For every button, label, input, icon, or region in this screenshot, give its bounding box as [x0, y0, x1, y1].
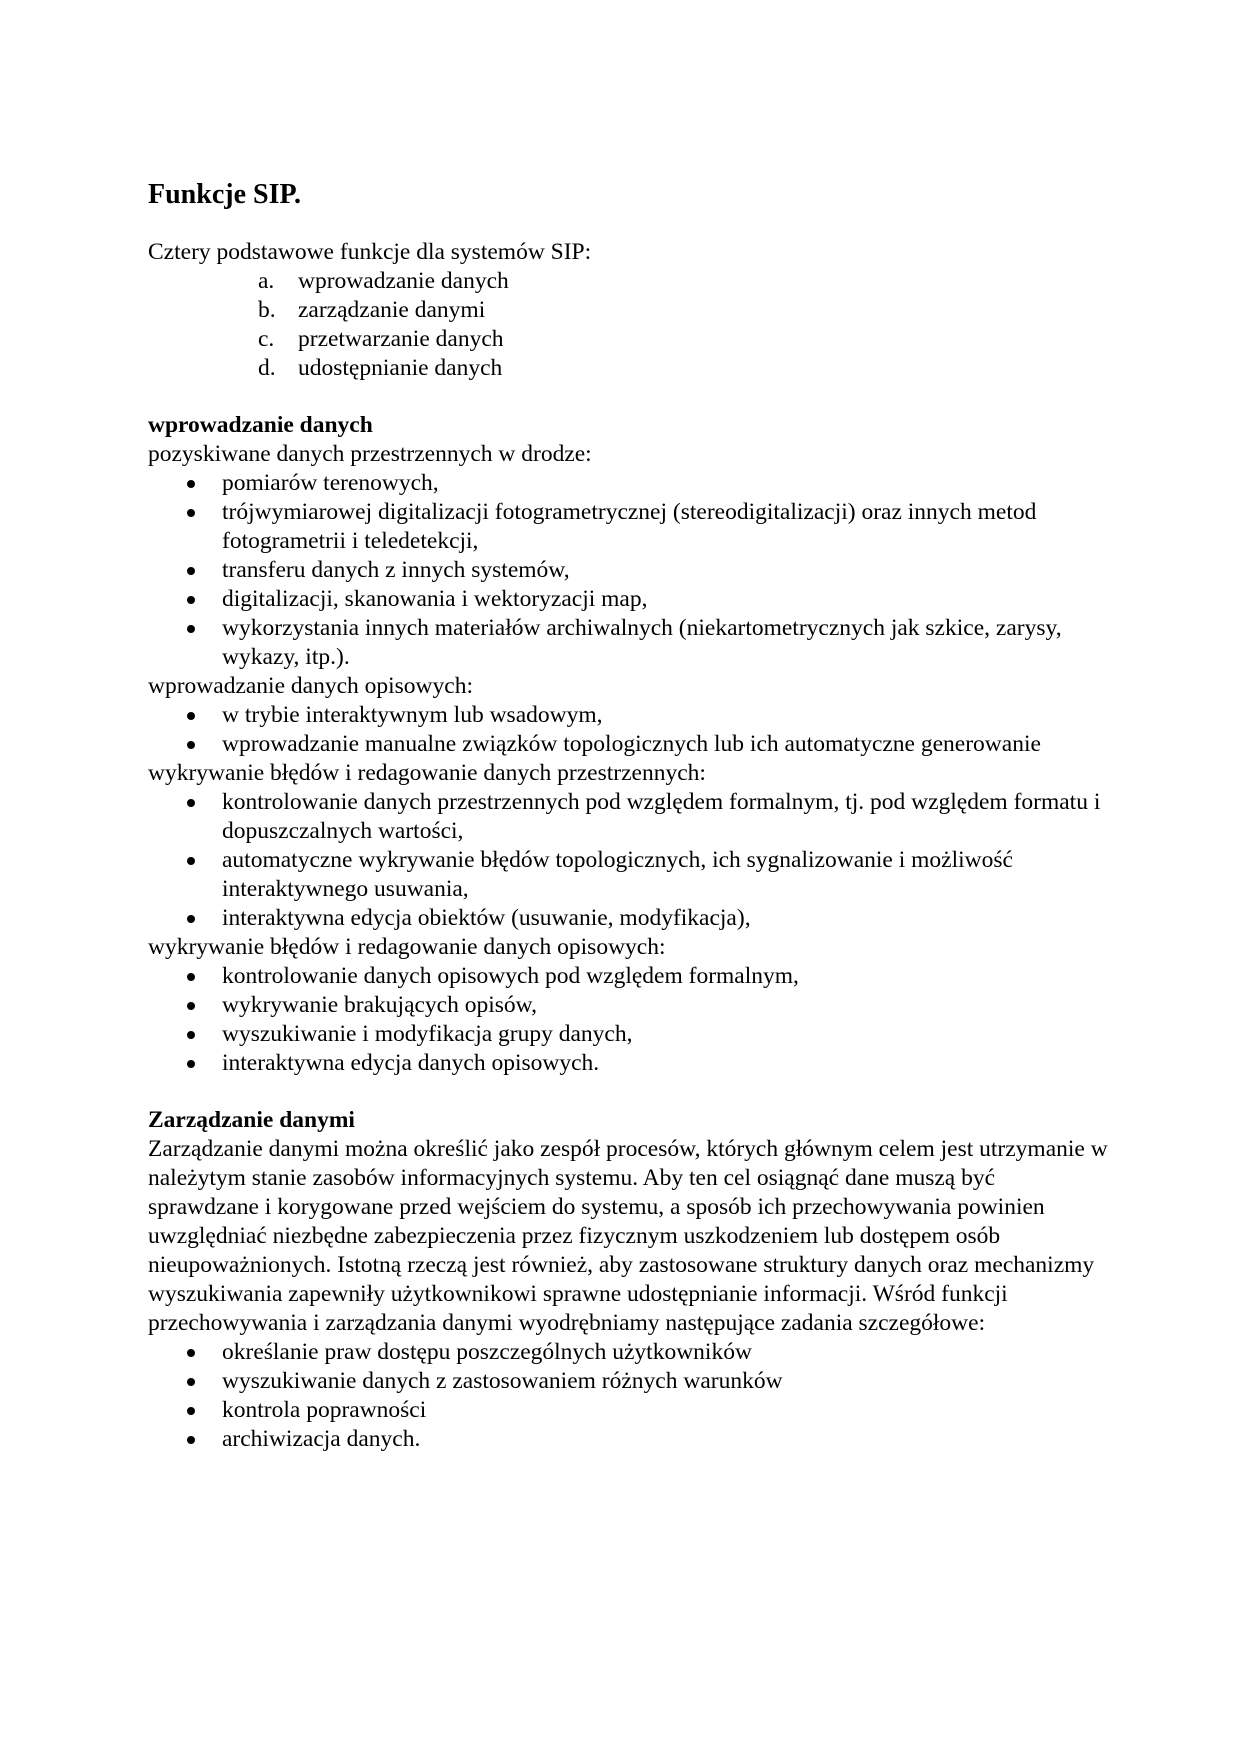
- section-heading-data-input: wprowadzanie danych: [148, 412, 373, 438]
- list-item-text: udostępnianie danych: [298, 355, 503, 381]
- section-heading-data-management: Zarządzanie danymi: [148, 1107, 355, 1133]
- list-item: [148, 1367, 1108, 1396]
- list-item-text: wyszukiwanie i modyfikacja grupy danych,: [222, 1021, 633, 1047]
- list-item: [148, 991, 1108, 1020]
- list-item: [148, 1338, 1108, 1367]
- bullet-list: [148, 1338, 1108, 1454]
- functions-list: [148, 267, 1108, 383]
- document-title: Funkcje SIP.: [148, 179, 302, 210]
- list-marker: d.: [258, 355, 276, 381]
- list-item-text: wykorzystania innych materiałów archiwalnych (niekartometrycznych jak szkice, zarysy, wykazy, itp.).: [222, 615, 1062, 670]
- list-item-text: wprowadzanie manualne związków topologicznych lub ich automatyczne generowanie: [222, 731, 1041, 757]
- list-item: [148, 354, 1108, 383]
- list-item-text: digitalizacji, skanowania i wektoryzacji map,: [222, 586, 648, 612]
- list-item: [148, 614, 1108, 672]
- list-item-text: przetwarzanie danych: [298, 326, 504, 352]
- group-label: wykrywanie błędów i redagowanie danych opisowych:: [148, 934, 666, 960]
- list-item-text: transferu danych z innych systemów,: [222, 557, 570, 583]
- list-item-text: w trybie interaktywnym lub wsadowym,: [222, 702, 603, 728]
- list-item: [148, 267, 1108, 296]
- bullet-icon: [187, 741, 195, 749]
- list-item: [148, 730, 1108, 759]
- bullet-list: [148, 701, 1108, 759]
- list-item: [148, 962, 1108, 991]
- list-item-text: wprowadzanie danych: [298, 268, 509, 294]
- bullet-icon: [187, 1060, 195, 1068]
- bullet-icon: [187, 480, 195, 488]
- list-item-text: pomiarów terenowych,: [222, 470, 439, 496]
- list-item: [148, 556, 1108, 585]
- list-item: [148, 1396, 1108, 1425]
- group-label: wprowadzanie danych opisowych:: [148, 673, 473, 699]
- bullet-icon: [187, 799, 195, 807]
- bullet-list: [148, 788, 1108, 933]
- group-label: wykrywanie błędów i redagowanie danych przestrzennych:: [148, 760, 706, 786]
- list-item: [148, 846, 1108, 904]
- bullet-icon: [187, 915, 195, 923]
- bullet-icon: [187, 1407, 195, 1415]
- list-item: [148, 1020, 1108, 1049]
- list-item: [148, 469, 1108, 498]
- bullet-icon: [187, 625, 195, 633]
- list-item-text: zarządzanie danymi: [298, 297, 486, 323]
- list-item: [148, 788, 1108, 846]
- bullet-icon: [187, 1002, 195, 1010]
- list-item: [148, 1425, 1108, 1454]
- list-item: [148, 325, 1108, 354]
- bullet-icon: [187, 1031, 195, 1039]
- list-item-text: interaktywna edycja obiektów (usuwanie, modyfikacja),: [222, 905, 751, 931]
- list-item: [148, 1049, 1108, 1078]
- list-item-text: archiwizacja danych.: [222, 1426, 421, 1452]
- list-item: [148, 904, 1108, 933]
- bullet-icon: [187, 712, 195, 720]
- list-item: [148, 498, 1108, 556]
- list-item-text: kontrolowanie danych przestrzennych pod względem formalnym, tj. pod względem formatu i dopuszczalnych wartości,: [222, 789, 1101, 844]
- body-paragraph: Zarządzanie danymi można określić jako zespół procesów, których głównym celem jest utrzymanie w należytym stanie zasobów informacyjnych systemu. Aby ten cel osiągnąć dane muszą być sprawdzane i korygowane przed wejściem do systemu, a sposób ich przechowywania powinien uwzględniać niezbędne zabezpieczenia przez fizycznym uszkodzeniem lub dostępem osób nieupoważnionych. Istotną rzeczą jest również, aby zastosowane struktury danych oraz mechanizmy wyszukiwania zapewniły użytkownikowi sprawne udostępnianie informacji. Wśród funkcji przechowywania i zarządzania danymi wyodrębniamy następujące zadania szczegółowe:: [148, 1136, 1108, 1336]
- list-item-text: określanie praw dostępu poszczególnych użytkowników: [222, 1339, 752, 1365]
- bullet-icon: [187, 1349, 195, 1357]
- list-item-text: interaktywna edycja danych opisowych.: [222, 1050, 600, 1076]
- list-item-text: wyszukiwanie danych z zastosowaniem różnych warunków: [222, 1368, 783, 1394]
- bullet-icon: [187, 973, 195, 981]
- list-item: [148, 585, 1108, 614]
- list-item-text: trójwymiarowej digitalizacji fotogrametrycznej (stereodigitalizacji) oraz innych metod fotogrametrii i teledetekcji,: [222, 499, 1037, 554]
- list-item-text: wykrywanie brakujących opisów,: [222, 992, 537, 1018]
- list-item-text: kontrolowanie danych opisowych pod względem formalnym,: [222, 963, 799, 989]
- list-item: [148, 701, 1108, 730]
- list-item: [148, 296, 1108, 325]
- group-label: pozyskiwane danych przestrzennych w drodze:: [148, 441, 592, 467]
- bullet-icon: [187, 1378, 195, 1386]
- list-marker: b.: [258, 297, 276, 323]
- document-page: [148, 178, 1108, 1454]
- bullet-icon: [187, 596, 195, 604]
- bullet-icon: [187, 509, 195, 517]
- bullet-icon: [187, 857, 195, 865]
- bullet-icon: [187, 1436, 195, 1444]
- list-item-text: kontrola poprawności: [222, 1397, 427, 1423]
- bullet-list: [148, 469, 1108, 672]
- bullet-icon: [187, 567, 195, 575]
- intro-text: Cztery podstawowe funkcje dla systemów SIP:: [148, 239, 592, 265]
- bullet-list: [148, 962, 1108, 1078]
- list-marker: a.: [258, 268, 275, 294]
- list-marker: c.: [258, 326, 275, 352]
- list-item-text: automatyczne wykrywanie błędów topologicznych, ich sygnalizowanie i możliwość interaktywnego usuwania,: [222, 847, 1013, 902]
